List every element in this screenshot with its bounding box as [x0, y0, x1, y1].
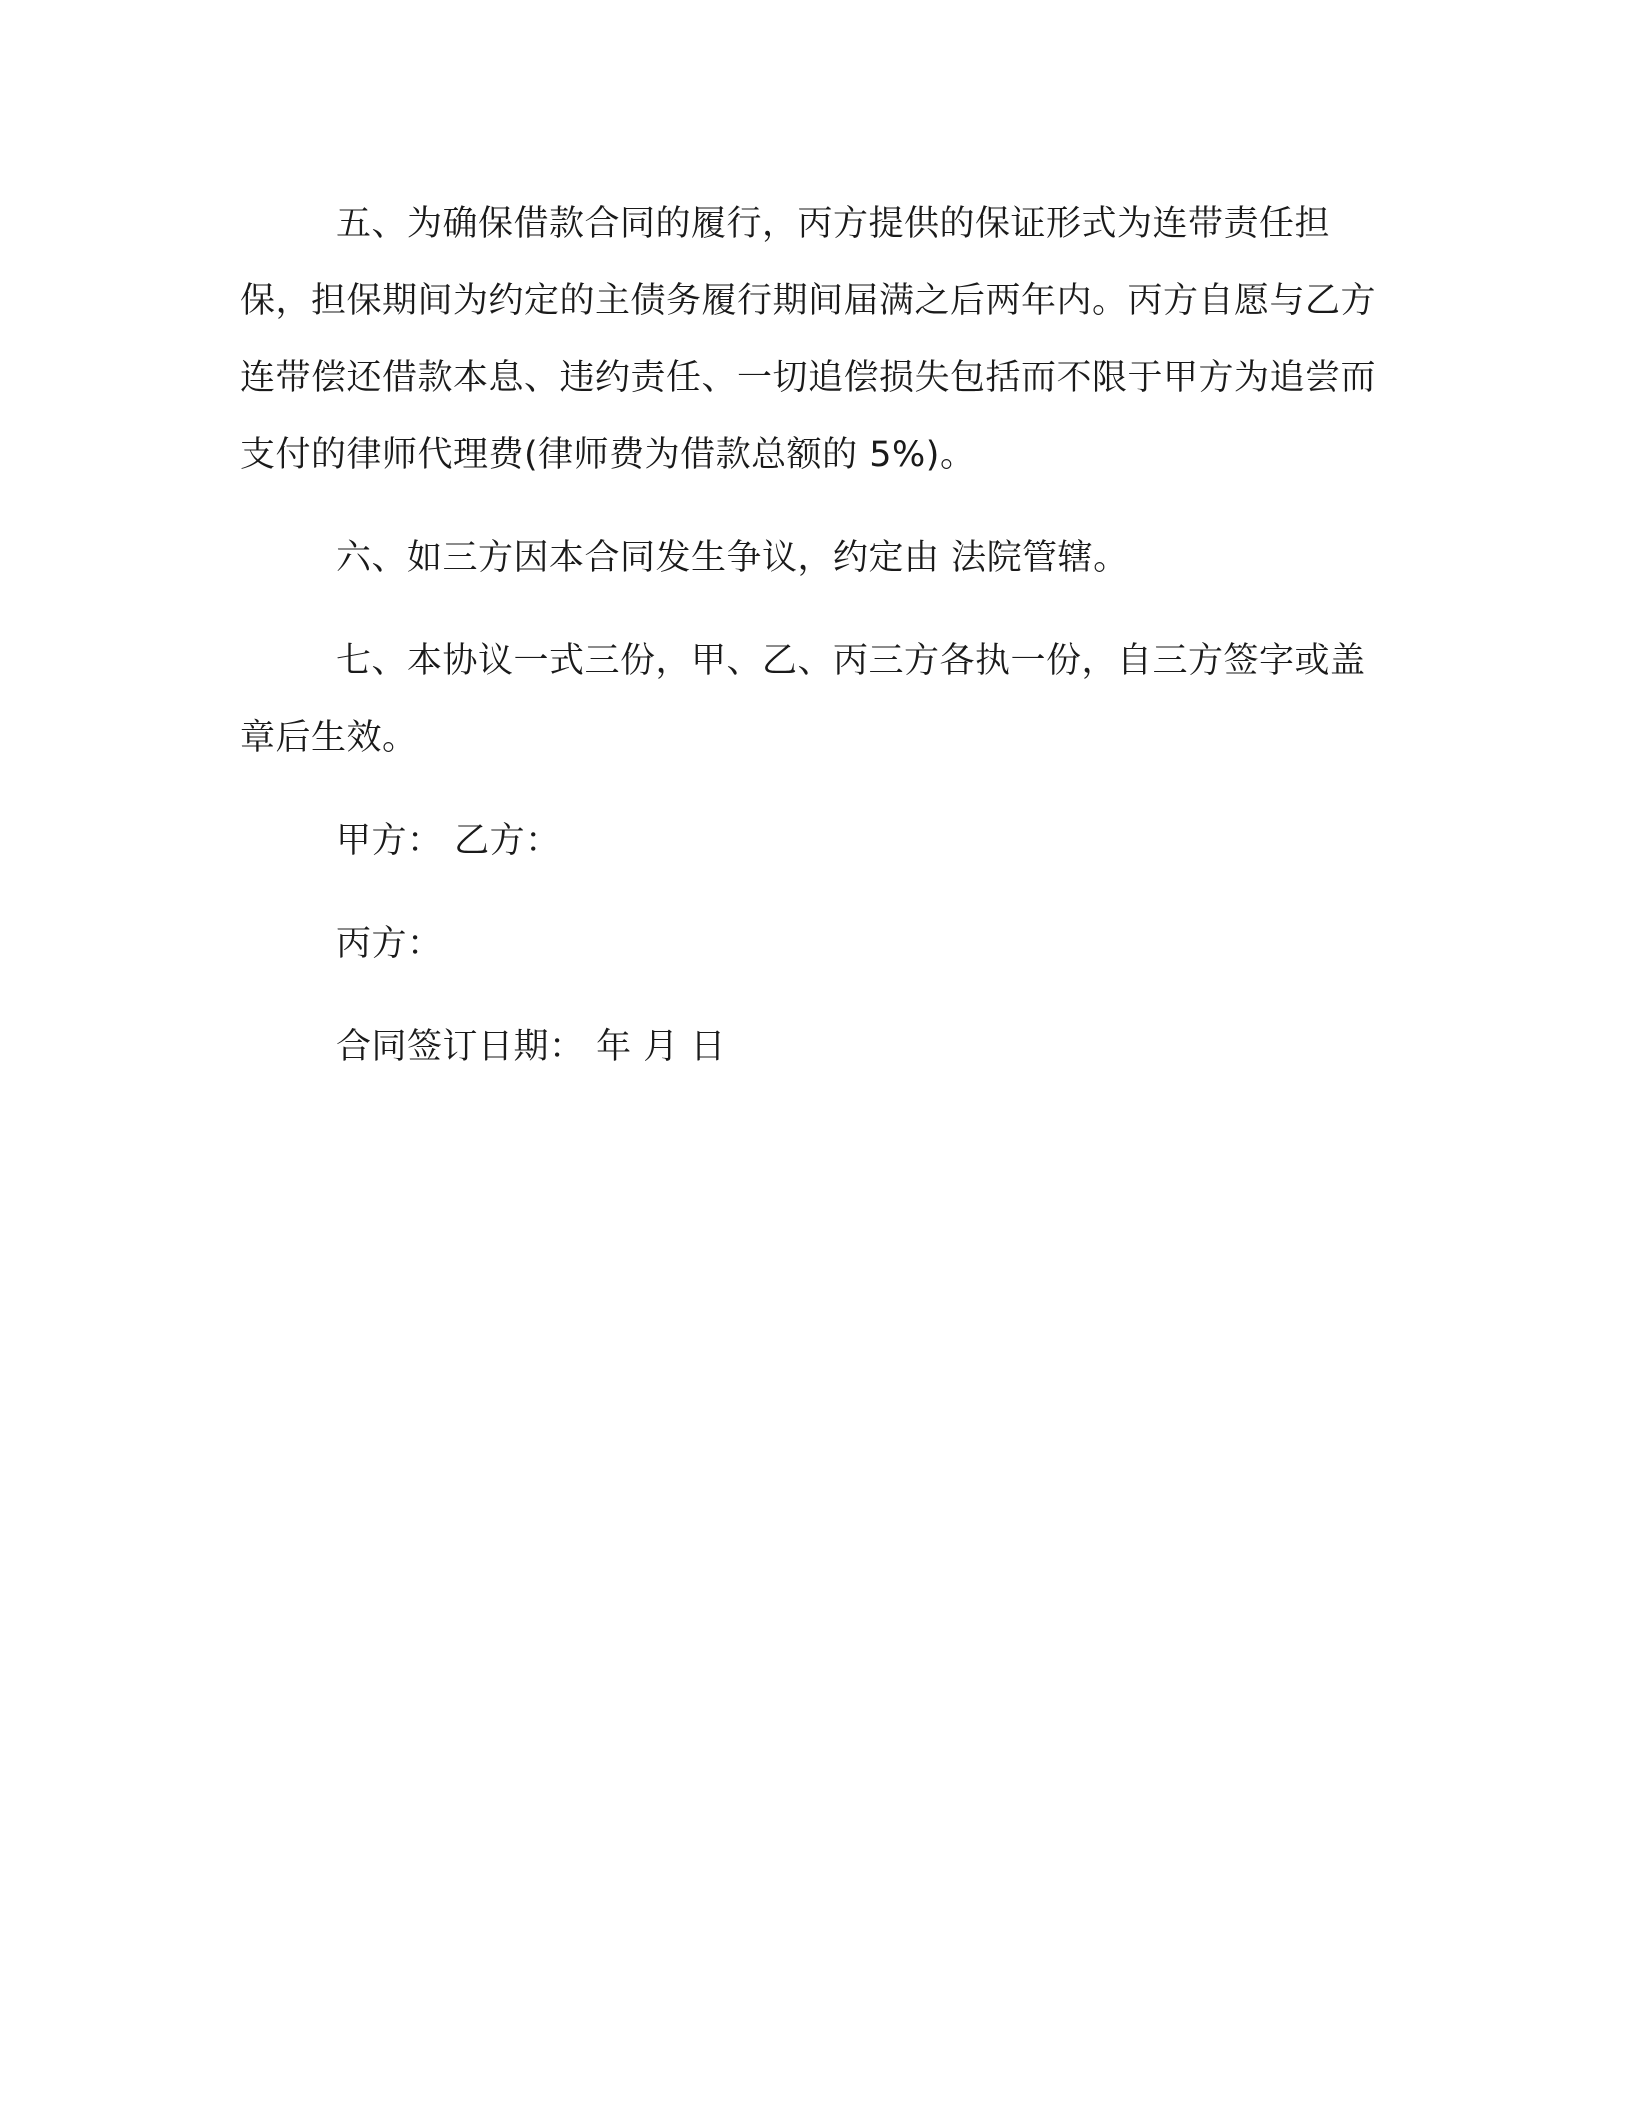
document-body — [240, 186, 1380, 1086]
signing-date-line: 合同签订日期： 年 月 日 — [336, 1027, 726, 1067]
clause-six: 六、如三方因本合同发生争议，约定由 法院管辖。 — [336, 538, 1129, 578]
party-a-b-signature-line: 甲方： 乙方： — [336, 821, 561, 861]
clause-five: 五、为确保借款合同的履行，丙方提供的保证形式为连带责任担保，担保期间为约定的主债务履行期间届满之后两年内。丙方自愿与乙方连带偿还借款本息、违约责任、一切追偿损失包括而不限于甲方为追尝而支付的律师代理费(律师费为借款总额的 5%)。 — [240, 204, 1377, 475]
clause-seven: 七、本协议一式三份，甲、乙、丙三方各执一份，自三方签字或盖章后生效。 — [240, 641, 1366, 758]
party-c-signature-line: 丙方： — [336, 924, 443, 964]
